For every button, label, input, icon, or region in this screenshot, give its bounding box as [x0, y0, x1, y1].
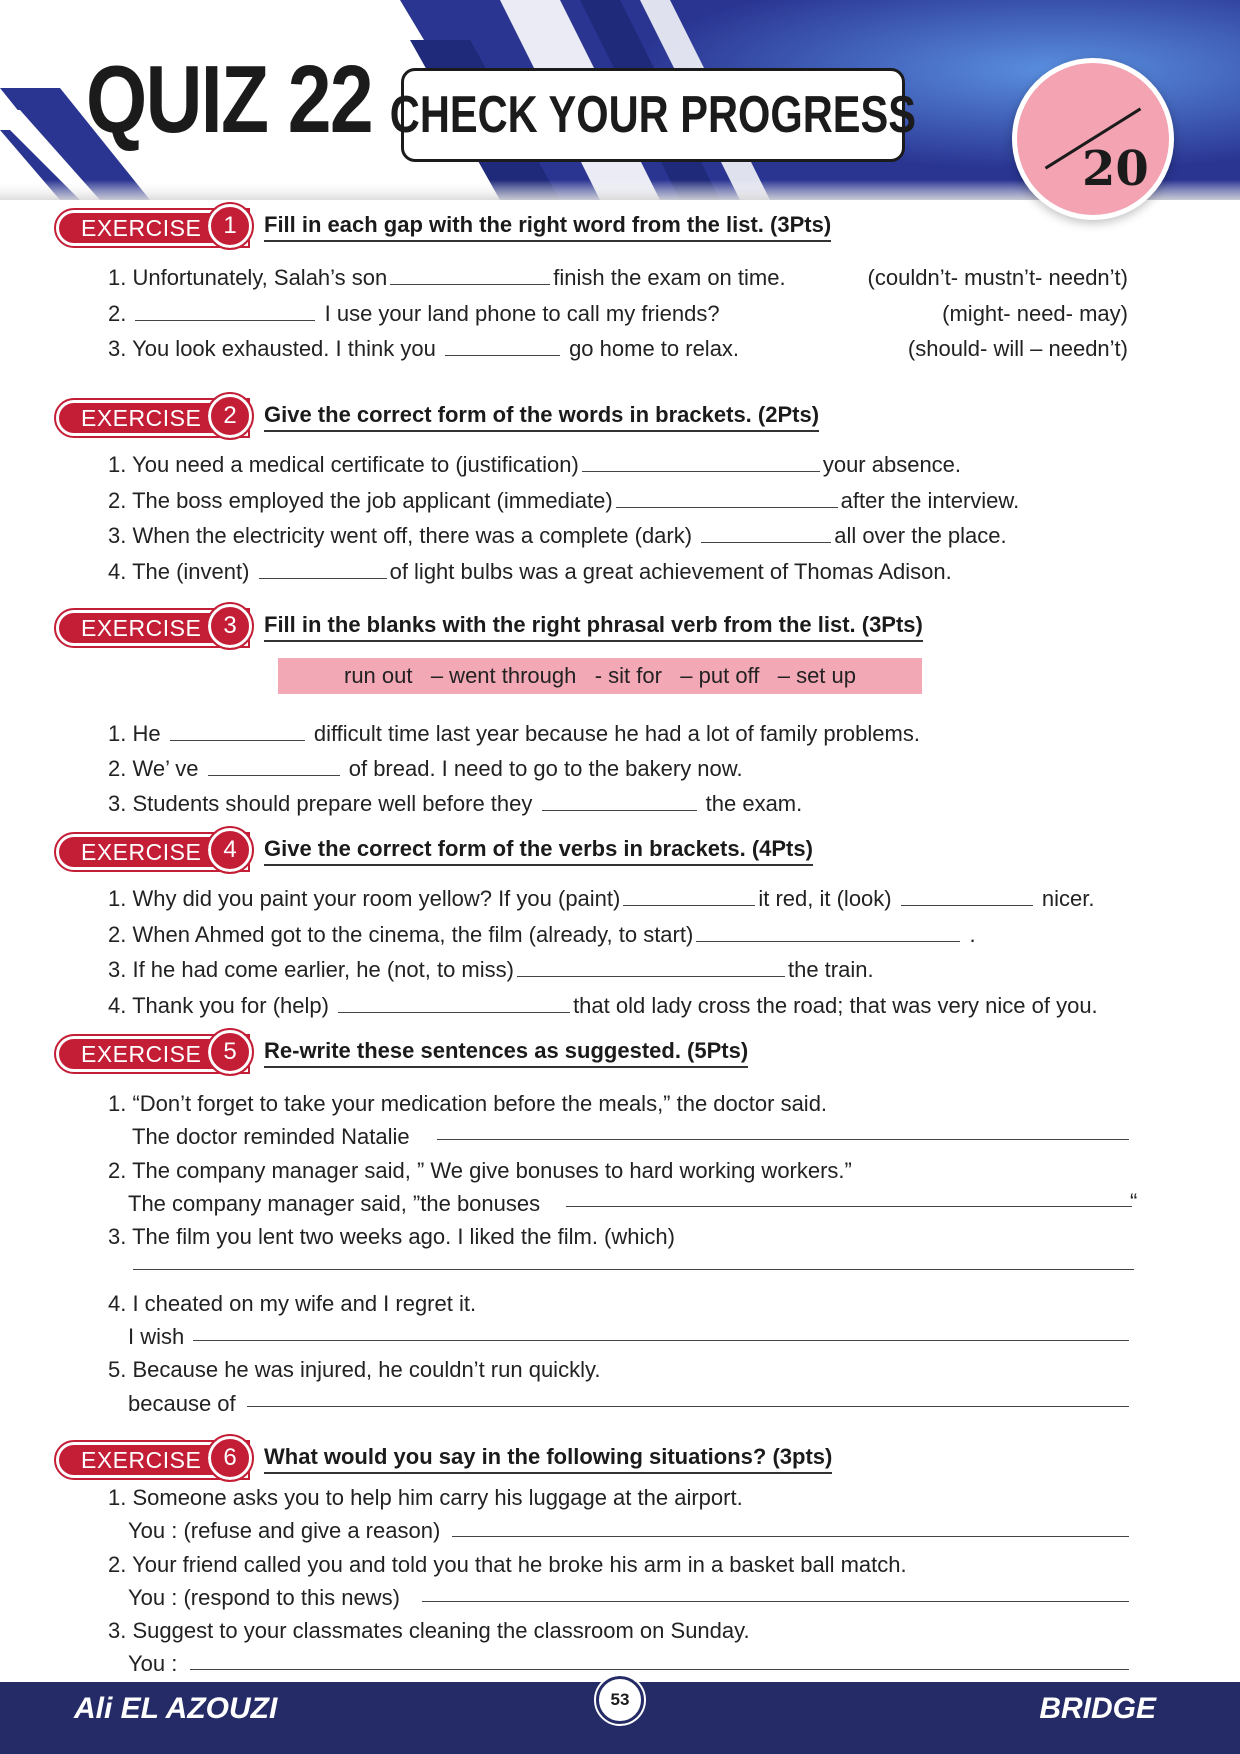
exercise-label: EXERCISE — [56, 834, 248, 870]
question-line: 1. Unfortunately, Salah’s son finish the exam on time. — [108, 265, 786, 290]
response-start: You : — [128, 1651, 178, 1676]
question-line: 3. When the electricity went off, there was a complete (dark) all over the place. — [108, 523, 1007, 548]
answer-line[interactable] — [190, 1669, 1129, 1670]
exercise-title: Give the correct form of the words in brackets. (2Pts) — [264, 402, 819, 432]
answer-blank[interactable] — [390, 266, 550, 285]
sentence-prompt: 3. The film you lent two weeks ago. I liked the film. (which) — [108, 1224, 675, 1249]
situation-prompt: 1. Someone asks you to help him carry his luggage at the airport. — [108, 1485, 743, 1510]
sentence-prompt: 1. “Don’t forget to take your medication before the meals,” the doctor said. — [108, 1091, 828, 1116]
author-name: Ali EL AZOUZI — [74, 1692, 278, 1725]
question-line: 1. He difficult time last year because he had a lot of family problems. — [108, 721, 920, 746]
word-options: (might- need- may) — [942, 301, 1128, 326]
exercise-title: What would you say in the following situations? (3pts) — [264, 1444, 832, 1474]
word-options: (should- will – needn’t) — [907, 336, 1128, 361]
progress-title-box — [389, 68, 917, 162]
question-line: 3. If he had come earlier, he (not, to miss) the train. — [108, 957, 874, 982]
exercise-number: 3 — [208, 604, 252, 648]
exercise-number: 1 — [208, 204, 252, 248]
rewrite-start: The doctor reminded Natalie — [132, 1124, 410, 1149]
exercise-badge — [56, 832, 248, 872]
answer-blank[interactable] — [623, 887, 755, 906]
question-line: 3. Students should prepare well before they the exam. — [108, 791, 803, 816]
exercise-badge — [56, 1440, 248, 1480]
exercise-title: Fill in the blanks with the right phrasal verb from the list. (3Pts) — [264, 612, 923, 642]
exercise-number: 5 — [208, 1030, 252, 1074]
exercise-label: EXERCISE — [56, 1036, 248, 1072]
question-line: 1. Why did you paint your room yellow? If you (paint) it red, it (look) nicer. — [108, 886, 1095, 911]
answer-blank[interactable] — [135, 302, 315, 321]
exercise-title: Give the correct form of the verbs in brackets. (4Pts) — [264, 836, 813, 866]
answer-blank[interactable] — [208, 757, 340, 776]
answer-blank[interactable] — [696, 923, 960, 942]
answer-blank[interactable] — [170, 722, 305, 741]
answer-blank[interactable] — [259, 560, 387, 579]
exercise-title: Fill in each gap with the right word from the list. (3Pts) — [264, 212, 831, 242]
question-line: 2. When Ahmed got to the cinema, the film (already, to start) . — [108, 922, 976, 947]
exercise-badge — [56, 208, 248, 248]
page-number: 53 — [596, 1676, 644, 1724]
answer-blank[interactable] — [582, 453, 820, 472]
question-line: 2. We’ ve of bread. I need to go to the bakery now. — [108, 756, 743, 781]
phrasal-verb-list: run out – went through - sit for – put off – set up — [278, 658, 922, 694]
answer-blank[interactable] — [901, 887, 1033, 906]
question-line: 4. Thank you for (help) that old lady cross the road; that was very nice of you. — [108, 993, 1098, 1018]
exercise-label: EXERCISE — [56, 400, 248, 436]
answer-line[interactable] — [452, 1536, 1129, 1537]
question-line: 1. You need a medical certificate to (justification) your absence. — [108, 452, 962, 477]
answer-line[interactable] — [247, 1406, 1129, 1407]
response-start: You : (refuse and give a reason) — [128, 1518, 441, 1543]
answer-blank[interactable] — [616, 489, 838, 508]
exercise-number: 6 — [208, 1436, 252, 1480]
answer-line[interactable] — [193, 1340, 1129, 1341]
progress-title: CHECK YOUR PROGRESS — [389, 86, 917, 144]
situation-prompt: 2. Your friend called you and told you that he broke his arm in a basket ball match. — [108, 1552, 907, 1577]
exercise-number: 4 — [208, 828, 252, 872]
rewrite-start: I wish — [128, 1324, 185, 1349]
word-options: (couldn’t- mustn’t- needn’t) — [867, 265, 1128, 290]
answer-line[interactable] — [566, 1206, 1132, 1207]
score-total: 20 — [1082, 141, 1149, 197]
sentence-prompt: 4. I cheated on my wife and I regret it. — [108, 1291, 477, 1316]
exercise-label: EXERCISE — [56, 210, 248, 246]
question-line: 2. I use your land phone to call my friends? — [108, 301, 720, 326]
closing-quote: “ — [1130, 1189, 1138, 1214]
answer-blank[interactable] — [701, 524, 831, 543]
exercise-badge — [56, 1034, 248, 1074]
book-name: BRIDGE — [1039, 1692, 1156, 1725]
question-line: 2. The boss employed the job applicant (immediate) after the interview. — [108, 488, 1020, 513]
page-footer — [0, 1682, 1240, 1754]
rewrite-start: The company manager said, ”the bonuses — [128, 1191, 541, 1216]
answer-blank[interactable] — [445, 337, 560, 356]
exercise-title: Re-write these sentences as suggested. (5Pts) — [264, 1038, 748, 1068]
exercise-badge — [56, 398, 248, 438]
situation-prompt: 3. Suggest to your classmates cleaning the classroom on Sunday. — [108, 1618, 750, 1643]
answer-line[interactable] — [437, 1139, 1129, 1140]
answer-blank[interactable] — [338, 994, 570, 1013]
exercise-label: EXERCISE — [56, 610, 248, 646]
exercise-badge — [56, 608, 248, 648]
question-line: 3. You look exhausted. I think you go home to relax. — [108, 336, 740, 361]
response-start: You : (respond to this news) — [128, 1585, 400, 1610]
answer-line[interactable] — [422, 1601, 1129, 1602]
answer-line[interactable] — [133, 1269, 1134, 1270]
exercise-label: EXERCISE — [56, 1442, 248, 1478]
quiz-title: QUIZ 22 — [86, 46, 372, 153]
answer-blank[interactable] — [542, 792, 697, 811]
score-circle — [1012, 58, 1174, 220]
sentence-prompt: 5. Because he was injured, he couldn’t run quickly. — [108, 1357, 601, 1382]
rewrite-start: because of — [128, 1391, 236, 1416]
question-line: 4. The (invent) of light bulbs was a great achievement of Thomas Adison. — [108, 559, 952, 584]
answer-blank[interactable] — [517, 958, 785, 977]
exercise-number: 2 — [208, 394, 252, 438]
sentence-prompt: 2. The company manager said, ” We give bonuses to hard working workers.” — [108, 1158, 852, 1183]
